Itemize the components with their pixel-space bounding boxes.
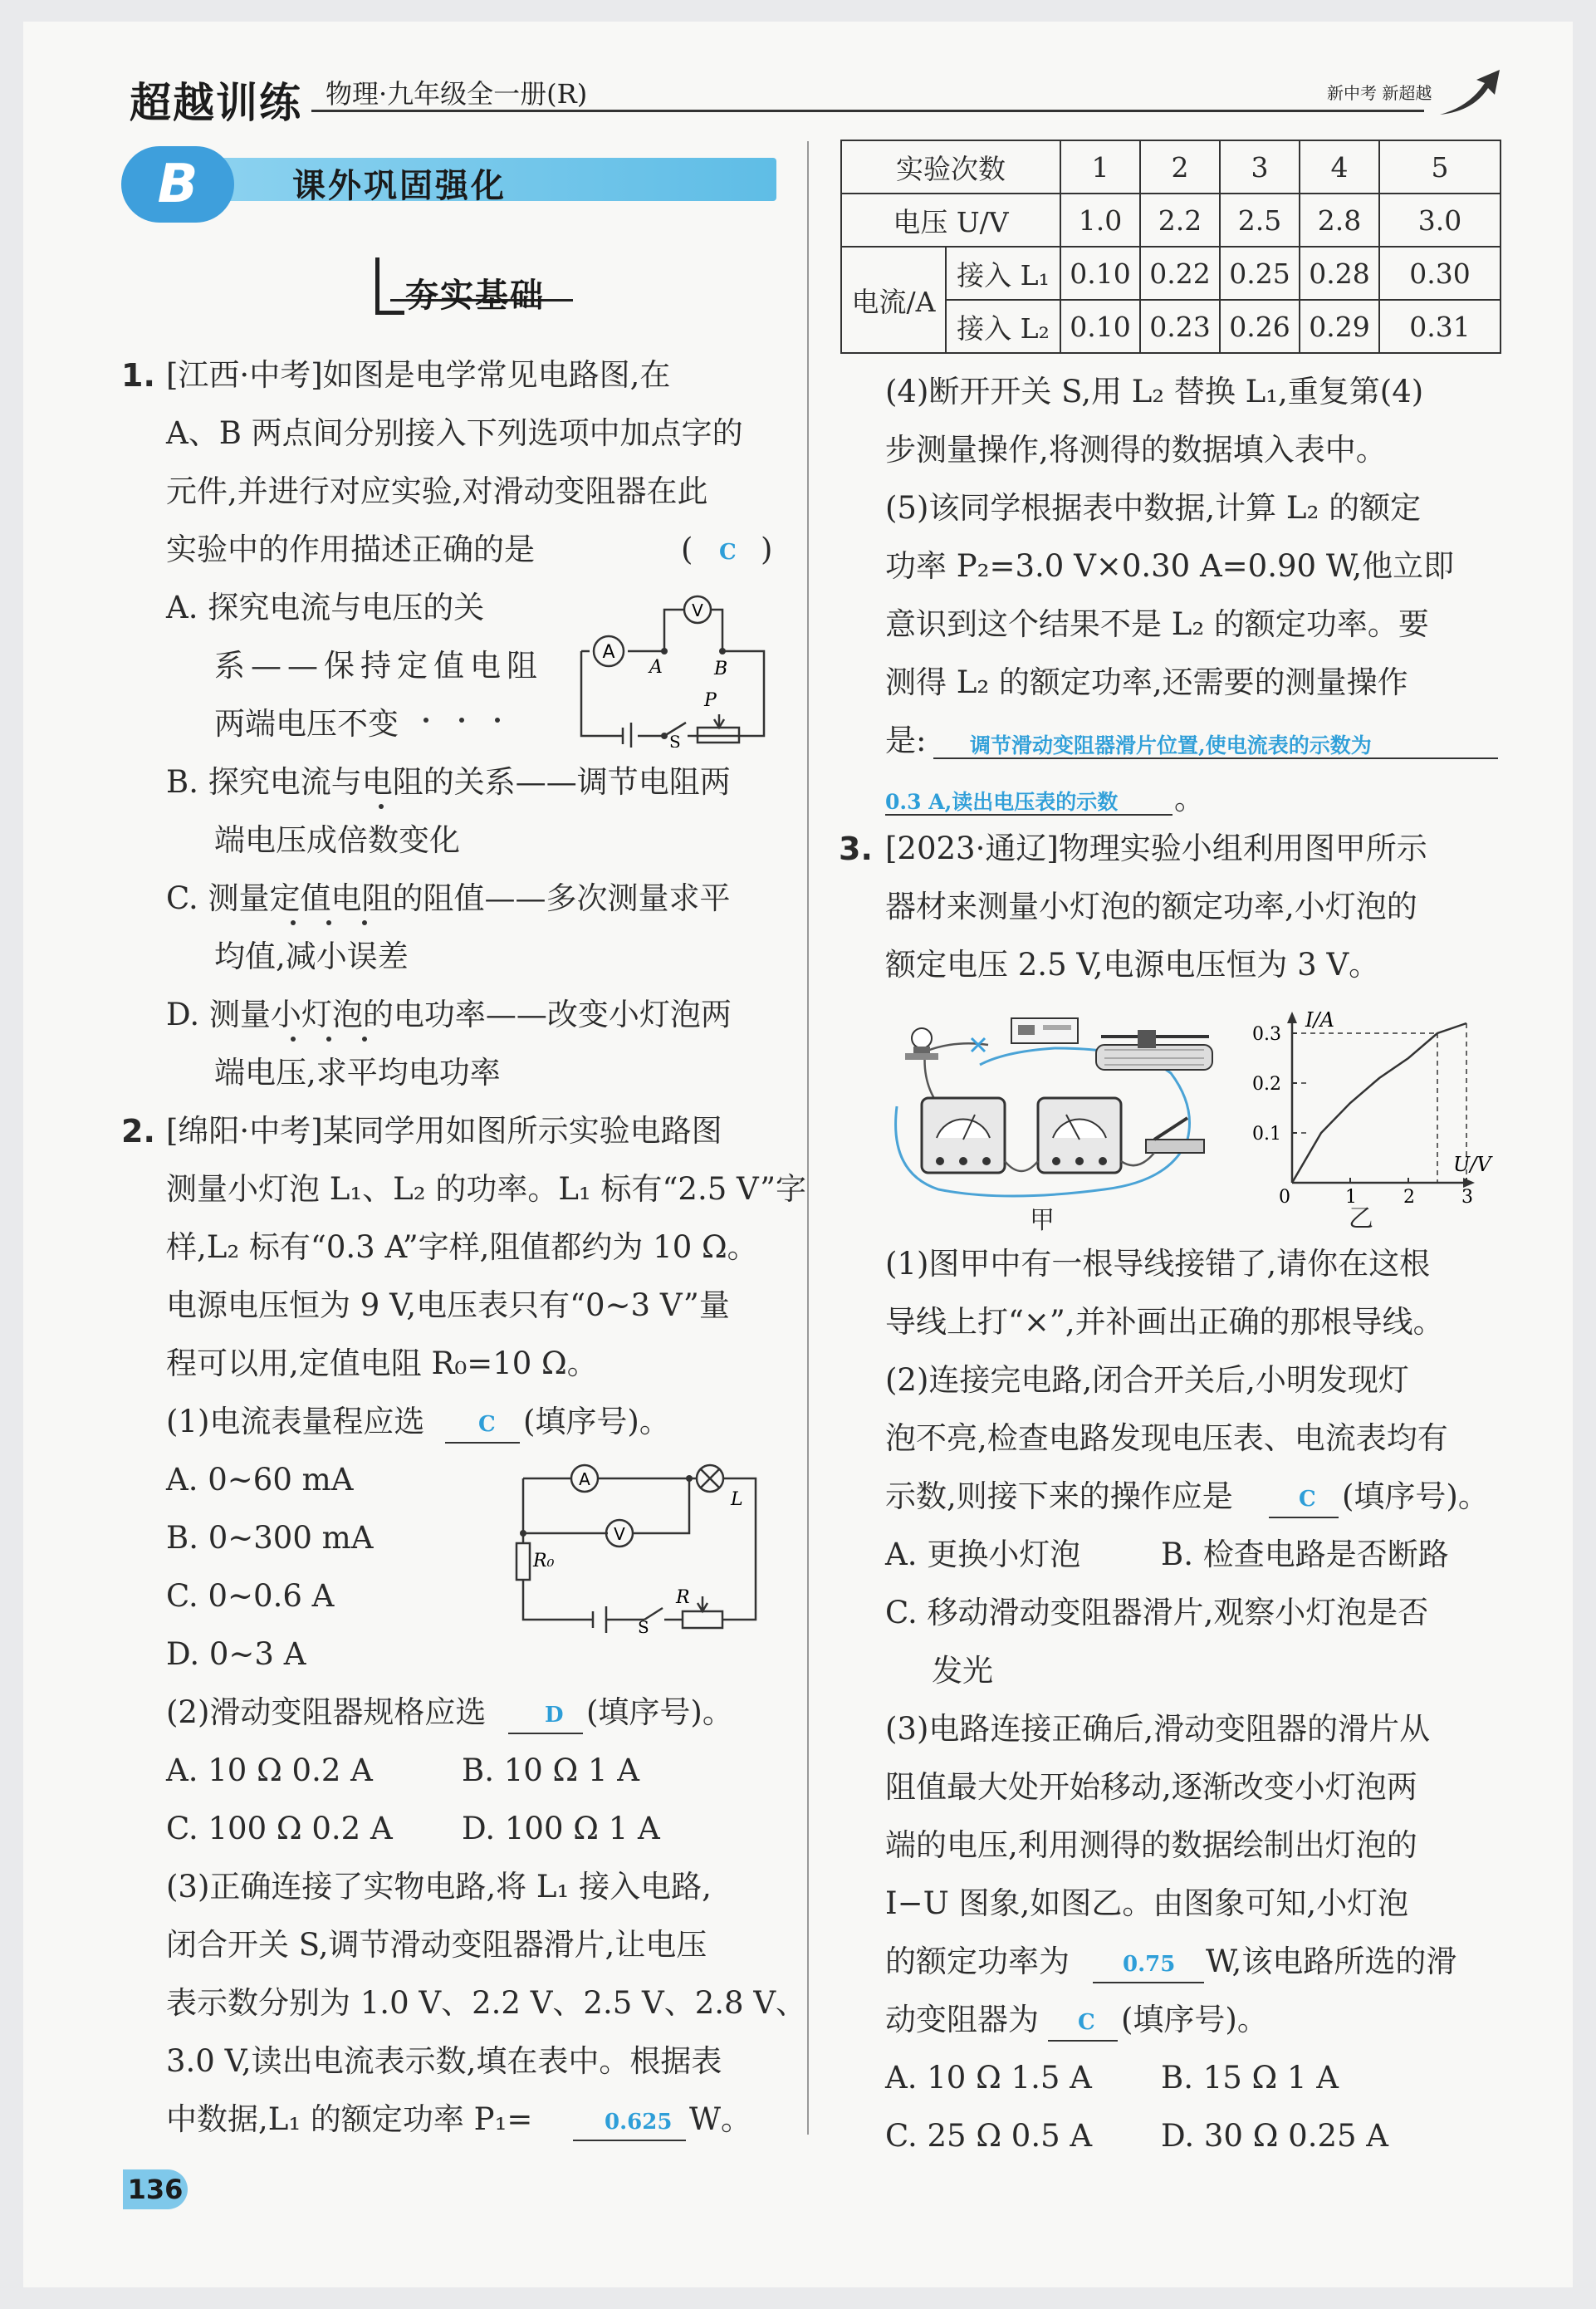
voltmeter-label: V bbox=[614, 1524, 625, 1544]
q1-option: 均值,减小误差 bbox=[214, 939, 409, 974]
point-b-label: B bbox=[714, 659, 728, 679]
y-tick-label: 0.3 bbox=[1252, 1024, 1281, 1045]
q1-option: 两端电压不变 bbox=[214, 706, 399, 742]
emphasis-dot bbox=[362, 920, 367, 925]
table-cell: 0.10 bbox=[1060, 247, 1140, 300]
q2-part3-last: 中数据,L₁ 的额定功率 P₁= bbox=[166, 2101, 533, 2137]
q2-part5: (5)该同学根据表中数据,计算 L₂ 的额定 bbox=[885, 490, 1422, 526]
q2-p1-option: D. 0~3 A bbox=[166, 1636, 306, 1672]
q2-part5-prefix: 是: bbox=[885, 723, 927, 758]
data-table bbox=[840, 140, 1501, 354]
q2-p2-answer: D bbox=[545, 1703, 564, 1728]
q3-line: 额定电压 2.5 V,电源电压恒为 3 V。 bbox=[885, 947, 1380, 983]
q2-part3: 3.0 V,读出电流表示数,填在表中。根据表 bbox=[166, 2043, 722, 2079]
table-cell: 0.29 bbox=[1300, 300, 1379, 353]
q3-line: 器材来测量小灯泡的额定功率,小灯泡的 bbox=[885, 889, 1417, 924]
q1-bracket-open: ( bbox=[681, 532, 693, 567]
arrow-icon bbox=[1437, 65, 1503, 123]
q3-p2-option: C. 移动滑动变阻器滑片,观察小灯泡是否 bbox=[885, 1595, 1429, 1630]
q1-line: 实验中的作用描述正确的是 bbox=[166, 532, 535, 567]
q3-part3: 阻值最大处开始移动,逐渐改变小灯泡两 bbox=[885, 1769, 1417, 1805]
q1-option: 端电压成倍数变化 bbox=[214, 822, 460, 858]
q2-p2-option: D. 100 Ω 1 A bbox=[462, 1811, 660, 1846]
table-cell: 0.26 bbox=[1220, 300, 1300, 353]
voltmeter-label: V bbox=[692, 601, 703, 620]
emphasis-dot bbox=[423, 718, 428, 723]
table-header-cell: 5 bbox=[1379, 140, 1501, 194]
q2-part4: (4)断开开关 S,用 L₂ 替换 L₁,重复第(4) bbox=[885, 374, 1424, 409]
table-cell: 0.30 bbox=[1379, 247, 1501, 300]
header-rule bbox=[311, 110, 1424, 112]
x-tick-label: 1 bbox=[1345, 1187, 1357, 1208]
column-divider bbox=[807, 141, 809, 2135]
voltmeter-icon bbox=[1038, 1098, 1121, 1173]
y-tick-label: 0.1 bbox=[1252, 1124, 1281, 1145]
q3-p2-blank bbox=[1269, 1517, 1339, 1518]
table-cell: 1.0 bbox=[1060, 194, 1140, 247]
q2-circuit-diagram bbox=[498, 1454, 772, 1636]
table-header-cell: 4 bbox=[1300, 140, 1379, 194]
q3-part3-mid: W,该电路所选的滑 bbox=[1206, 1944, 1457, 1979]
iu-curve bbox=[1292, 1023, 1466, 1183]
q2-part5: 测得 L₂ 的额定功率,还需要的测量操作 bbox=[885, 664, 1408, 700]
q1-circuit-diagram bbox=[548, 581, 772, 748]
table-cell: 2.8 bbox=[1300, 194, 1379, 247]
q3-part2: 泡不亮,检查电路发现电压表、电流表均有 bbox=[885, 1420, 1448, 1456]
switch-label: S bbox=[638, 1617, 649, 1636]
table-cell: 0.25 bbox=[1220, 247, 1300, 300]
lamp-label: L bbox=[731, 1489, 743, 1510]
lamp-icon bbox=[905, 1028, 938, 1060]
table-header-cell: 1 bbox=[1060, 140, 1140, 194]
q1-option: 系——保持定值电阻 bbox=[214, 648, 543, 684]
q3-line: [2023·通辽]物理实验小组利用图甲所示 bbox=[885, 831, 1427, 866]
slider-label: P bbox=[704, 690, 717, 711]
q3-number: 3. bbox=[839, 831, 873, 867]
table-cell: 电压 U/V bbox=[841, 194, 1060, 247]
emphasis-dot bbox=[291, 1037, 296, 1042]
table-cell: 0.22 bbox=[1140, 247, 1220, 300]
q3-p3-option: C. 25 Ω 0.5 A bbox=[885, 2118, 1093, 2154]
rheostat-icon bbox=[1096, 1030, 1212, 1070]
q2-p5-answer: 调节滑动变阻器滑片位置,使电流表的示数为 bbox=[970, 733, 1372, 757]
q3-p3-answer2: C bbox=[1078, 2010, 1095, 2035]
table-row bbox=[841, 247, 1501, 300]
q1-option: 端电压,求平均电功率 bbox=[214, 1055, 501, 1091]
q2-part2-end: (填序号)。 bbox=[586, 1694, 733, 1730]
q3-p2-answer: C bbox=[1299, 1487, 1316, 1512]
q2-p1-option: A. 0~60 mA bbox=[166, 1462, 354, 1498]
switch-label: S bbox=[669, 732, 681, 748]
q1-option: B. 探究电流与电阻的关系——调节电阻两 bbox=[166, 764, 731, 800]
table-row bbox=[841, 194, 1501, 247]
x-tick-label: 2 bbox=[1403, 1187, 1415, 1208]
book-subtitle: 物理·九年级全一册(R) bbox=[326, 78, 588, 110]
emphasis-dot bbox=[459, 718, 464, 723]
q2-number: 2. bbox=[121, 1113, 155, 1150]
q3-p3-blank2 bbox=[1048, 2040, 1118, 2042]
section-letter: B bbox=[121, 146, 234, 223]
q3-part3-end: (填序号)。 bbox=[1121, 2002, 1268, 2037]
y-tick-label: 0.2 bbox=[1252, 1074, 1281, 1095]
q2-p2-option: B. 10 Ω 1 A bbox=[462, 1753, 640, 1788]
q2-part3-end: W。 bbox=[689, 2101, 752, 2137]
emphasis-dot bbox=[495, 718, 500, 723]
q2-p5-blank bbox=[885, 814, 1173, 816]
section-title: 课外巩固强化 bbox=[292, 167, 507, 205]
q3-part2-end: (填序号)。 bbox=[1342, 1478, 1489, 1514]
emphasis-dot bbox=[379, 804, 384, 809]
ammeter-label: A bbox=[579, 1469, 590, 1489]
origin-label: 0 bbox=[1279, 1187, 1290, 1208]
resistor-label: R₀ bbox=[533, 1551, 555, 1571]
q3-part2: (2)连接完电路,闭合开关后,小明发现灯 bbox=[885, 1362, 1409, 1398]
q2-part1: (1)电流表量程应选 bbox=[166, 1404, 425, 1439]
page-number: 136 bbox=[123, 2169, 188, 2209]
x-axis-label: U/V bbox=[1453, 1153, 1491, 1176]
q1-option: D. 测量小灯泡的电功率——改变小灯泡两 bbox=[166, 997, 732, 1032]
q2-part5: 功率 P₂=3.0 V×0.30 A=0.90 W,他立即 bbox=[885, 548, 1455, 584]
q1-option: A. 探究电流与电压的关 bbox=[166, 590, 485, 625]
q2-part5: 意识到这个结果不是 L₂ 的额定功率。要 bbox=[885, 606, 1429, 642]
table-cell: 接入 L₂ bbox=[946, 300, 1060, 353]
book-title: 超越训练 bbox=[130, 79, 302, 127]
q3-p2-option: A. 更换小灯泡 bbox=[885, 1537, 1081, 1572]
table-cell: 0.10 bbox=[1060, 300, 1140, 353]
fig-b-label: 乙 bbox=[1349, 1204, 1373, 1233]
q2-part3: 表示数分别为 1.0 V、2.2 V、2.5 V、2.8 V、 bbox=[166, 1985, 807, 2021]
table-cell: 0.28 bbox=[1300, 247, 1379, 300]
subsection-title: 夯实基础 bbox=[405, 277, 545, 315]
q2-line: [绵阳·中考]某同学用如图所示实验电路图 bbox=[166, 1113, 722, 1149]
rheostat-label: R bbox=[676, 1587, 690, 1608]
q2-p3-answer: 0.625 bbox=[605, 2110, 673, 2135]
q2-part3: (3)正确连接了实物电路,将 L₁ 接入电路, bbox=[166, 1869, 712, 1905]
table-header-cell: 实验次数 bbox=[841, 140, 1060, 194]
q2-line: 测量小灯泡 L₁、L₂ 的功率。L₁ 标有“2.5 V”字 bbox=[166, 1171, 807, 1207]
q2-part5-end: 。 bbox=[1174, 781, 1205, 816]
x-tick-label: 3 bbox=[1461, 1187, 1473, 1208]
q3-p2-option: B. 检查电路是否断路 bbox=[1161, 1537, 1449, 1572]
q3-p3-option: B. 15 Ω 1 A bbox=[1161, 2060, 1339, 2096]
q2-p5-answer: 0.3 A,读出电压表的示数 bbox=[885, 790, 1119, 814]
emphasis-dot bbox=[326, 1037, 331, 1042]
q3-part1: 导线上打“×”,并补画出正确的那根导线。 bbox=[885, 1304, 1444, 1340]
q3-part2-prefix: 示数,则接下来的操作应是 bbox=[885, 1478, 1233, 1514]
q2-line: 程可以用,定值电阻 R₀=10 Ω。 bbox=[166, 1346, 598, 1381]
q3-p3-option: A. 10 Ω 1.5 A bbox=[885, 2060, 1092, 2096]
fig-a-label: 甲 bbox=[1030, 1206, 1055, 1235]
q2-p1-option: B. 0~300 mA bbox=[166, 1520, 374, 1556]
q2-p1-blank bbox=[445, 1442, 520, 1444]
q1-number: 1. bbox=[121, 357, 155, 394]
q3-part3: 端的电压,利用测得的数据绘制出灯泡的 bbox=[885, 1827, 1417, 1863]
q2-line: 电源电压恒为 9 V,电压表只有“0~3 V”量 bbox=[166, 1287, 730, 1323]
q3-part3-prefix: 的额定功率为 bbox=[885, 1944, 1070, 1979]
header-slogan: 新中考 新超越 bbox=[1327, 83, 1432, 103]
q1-option: C. 测量定值电阻的阻值——多次测量求平 bbox=[166, 880, 731, 916]
y-axis-arrow bbox=[1287, 1012, 1297, 1023]
point-a-label: A bbox=[649, 657, 663, 678]
q1-answer: C bbox=[719, 540, 737, 565]
q2-p5-blank bbox=[933, 757, 1498, 759]
table-cell: 2.2 bbox=[1140, 194, 1220, 247]
q2-p2-option: A. 10 Ω 0.2 A bbox=[166, 1753, 373, 1788]
q3-part1: (1)图甲中有一根导线接错了,请你在这根 bbox=[885, 1246, 1431, 1282]
table-header-cell: 3 bbox=[1220, 140, 1300, 194]
q2-part4: 步测量操作,将测得的数据填入表中。 bbox=[885, 432, 1387, 468]
q2-p1-answer: C bbox=[478, 1412, 496, 1437]
q3-part3-prefix2: 动变阻器为 bbox=[885, 2002, 1039, 2037]
q3-p3-blank bbox=[1093, 1982, 1204, 1983]
power-supply-icon bbox=[1011, 1018, 1078, 1043]
q3-apparatus-figure bbox=[889, 1015, 1237, 1203]
q2-p2-option: C. 100 Ω 0.2 A bbox=[166, 1811, 393, 1846]
q1-line: A、B 两点间分别接入下列选项中加点字的 bbox=[166, 415, 743, 451]
q3-p3-option: D. 30 Ω 0.25 A bbox=[1161, 2118, 1389, 2154]
q3-part3: I−U 图象,如图乙。由图象可知,小灯泡 bbox=[885, 1885, 1409, 1921]
q2-p3-blank bbox=[573, 2140, 686, 2141]
q2-part2: (2)滑动变阻器规格应选 bbox=[166, 1694, 487, 1730]
table-cell: 接入 L₁ bbox=[946, 247, 1060, 300]
emphasis-dot bbox=[362, 1037, 367, 1042]
table-cell: 2.5 bbox=[1220, 194, 1300, 247]
table-cell: 0.31 bbox=[1379, 300, 1501, 353]
q2-line: 样,L₂ 标有“0.3 A”字样,阻值都约为 10 Ω。 bbox=[166, 1229, 758, 1265]
q3-part3: (3)电路连接正确后,滑动变阻器的滑片从 bbox=[885, 1711, 1431, 1747]
q2-p1-option: C. 0~0.6 A bbox=[166, 1578, 335, 1614]
q3-p2-option: 发光 bbox=[932, 1653, 993, 1689]
subsection-bracket bbox=[375, 257, 404, 315]
table-cell: 0.23 bbox=[1140, 300, 1220, 353]
ammeter-label: A bbox=[602, 642, 615, 663]
table-cell: 电流/A bbox=[841, 247, 946, 353]
iu-chart bbox=[1246, 1005, 1495, 1229]
ammeter-icon bbox=[922, 1098, 1005, 1173]
q2-p2-blank bbox=[508, 1733, 583, 1734]
q2-part1-end: (填序号)。 bbox=[523, 1404, 670, 1439]
q1-line: 元件,并进行对应实验,对滑动变阻器在此 bbox=[166, 473, 708, 509]
q1-line: [江西·中考]如图是电学常见电路图,在 bbox=[166, 357, 671, 393]
table-header-cell: 2 bbox=[1140, 140, 1220, 194]
q3-p3-answer: 0.75 bbox=[1123, 1952, 1176, 1977]
table-cell: 3.0 bbox=[1379, 194, 1501, 247]
switch-icon bbox=[1146, 1118, 1204, 1153]
emphasis-dot bbox=[291, 920, 296, 925]
table-row bbox=[841, 140, 1501, 194]
q2-part3: 闭合开关 S,调节滑动变阻器滑片,让电压 bbox=[166, 1927, 707, 1963]
emphasis-dot bbox=[326, 920, 331, 925]
q1-bracket-close: ) bbox=[761, 532, 773, 567]
y-axis-label: I/A bbox=[1305, 1008, 1334, 1032]
